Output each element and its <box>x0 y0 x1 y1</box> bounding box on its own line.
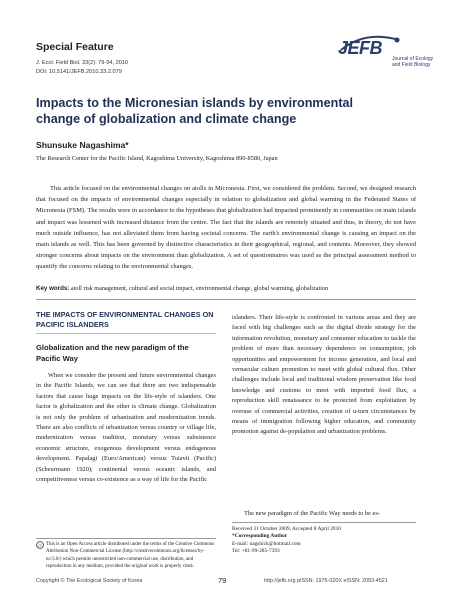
creative-commons-icon <box>36 541 44 549</box>
corresponding-author-label: *Corresponding Author <box>232 533 288 540</box>
svg-text:cc: cc <box>38 543 42 548</box>
subsection-heading: Globalization and the new paradigm of the Pacific Way <box>36 343 189 363</box>
doi: DOI: 10.5141/JEFB.2010.33.2.079 <box>36 69 122 75</box>
license-note: This is an Open Access article distributed under the terms of the Creative Commons Attribution Non-Commercial License (http://creativecommons.org/licenses/by-nc/3.0/) which permits unrestricted non-commercial use, distribution, and reproduction in any medium, provided the original work is properly cited. <box>46 542 215 569</box>
journal-logo-subtitle: Journal of Ecology and Field Biology <box>392 56 434 68</box>
section-heading: THE IMPACTS OF ENVIRONMENTAL CHANGES ON PACIFIC ISLANDERS <box>36 310 214 329</box>
body-paragraph-continued: The new paradigm of the Pacific Way needs to be es- <box>244 510 381 517</box>
keywords-label: Key words: <box>36 285 70 292</box>
author-affiliation: The Research Center for the Pacific Island, Kagoshima University, Kagoshima 890-8580, Japan <box>36 155 278 162</box>
footnote-divider <box>232 522 416 523</box>
section-label: Special Feature <box>36 41 114 53</box>
journal-info: http://jefb.org pISSN: 1975-020X eISSN: 2093-4521 <box>264 578 388 584</box>
copyright: Copyright © The Ecological Society of Korea <box>36 578 143 584</box>
body-paragraph: islanders. Their life-style is confronted in various areas and they are faced with big challenges such as the digital divide strategy for the information revolution, monetary and consumer education to tackle the problem of more than necessary dependence on consumption, job opportunities and empowerment for income generation, and local and vernacular culture promotion to meet with global cultural flux. Other challenges include local and traditional wisdom preservation like food knowledge and customs to meet with imported food flux, a reproduction skill renaissance to be protected from exploitation by overuse of commercial activities, creation of u-turn circumstances by means of immigration following higher education, and community promotion against de-population and urbanization problems. <box>232 314 416 436</box>
email: E-mail: nagshick@hotmail.com <box>232 540 301 547</box>
abstract: This article focused on the environmental changes on atolls in Micronesia. First, we considered the problem. Second, we designed research that focused on the impacts of environmental changes especially in relation to globalization and global warming in the Federated States of Micronesia (FSM). The results were in accordance to the hypotheses that globalization had impacted prominently in communities on main islands and impact was lessened with increased distance from the centre. The fact that the islands are remotely situated and thus, in theory, do not have much outside influence, has not alleviated them from having societal concerns. The earth's environmental change is causing an impact on the main islands as well. This has been governed by distinctive characteristics in their geographical, regional, and contents. Moreover, they showed stronger concerns about impacts on the environment than globalization. A set of questionnaires was used as the principal assessment method to quantify the concerns relating to the environmental changes. <box>36 185 416 271</box>
journal-logo: JEFB <box>338 38 383 58</box>
page-number: 79 <box>218 576 227 585</box>
body-column-left: When we consider the present and future environmental changes in the Pacific Islands, we can see that there are two indispensable factors that cause huge impacts on the life-style of islanders. One factor is globalization and the other is climate change. Globalization is not only the problem of urbanization and modernization trends. There are also conflicts of urbanization versus country or village life, modernization versus tradition, monetary versus subsistence economic structure, exogenous development versus endogenous development. Papalagi (Euro/American) versus Tuiavii (Pacific) (Scheurmann 1920); continental versus oceanic islands, and competitiveness versus co-existence as a way of life for the Pacific <box>36 372 216 484</box>
correspondence-info <box>232 526 416 556</box>
keywords-list: atoll risk management, cultural and social impact, environmental change, global warming, globalization <box>70 285 329 292</box>
article-title: Impacts to the Micronesian islands by environmental change of globalization and climate change <box>36 96 354 126</box>
divider <box>36 333 216 334</box>
divider <box>36 299 416 300</box>
telephone: Tel: +81-99-285-7393 <box>232 548 280 555</box>
keywords <box>36 285 416 292</box>
footnote-divider <box>36 538 216 539</box>
received-dates: Received 31 October 2009, Accepted 8 April 2010 <box>232 526 341 532</box>
author-name: Shunsuke Nagashima* <box>36 140 129 150</box>
body-column-right <box>232 313 416 438</box>
citation: J. Ecol. Field Biol. 33(2): 79-94, 2010 <box>36 60 129 66</box>
